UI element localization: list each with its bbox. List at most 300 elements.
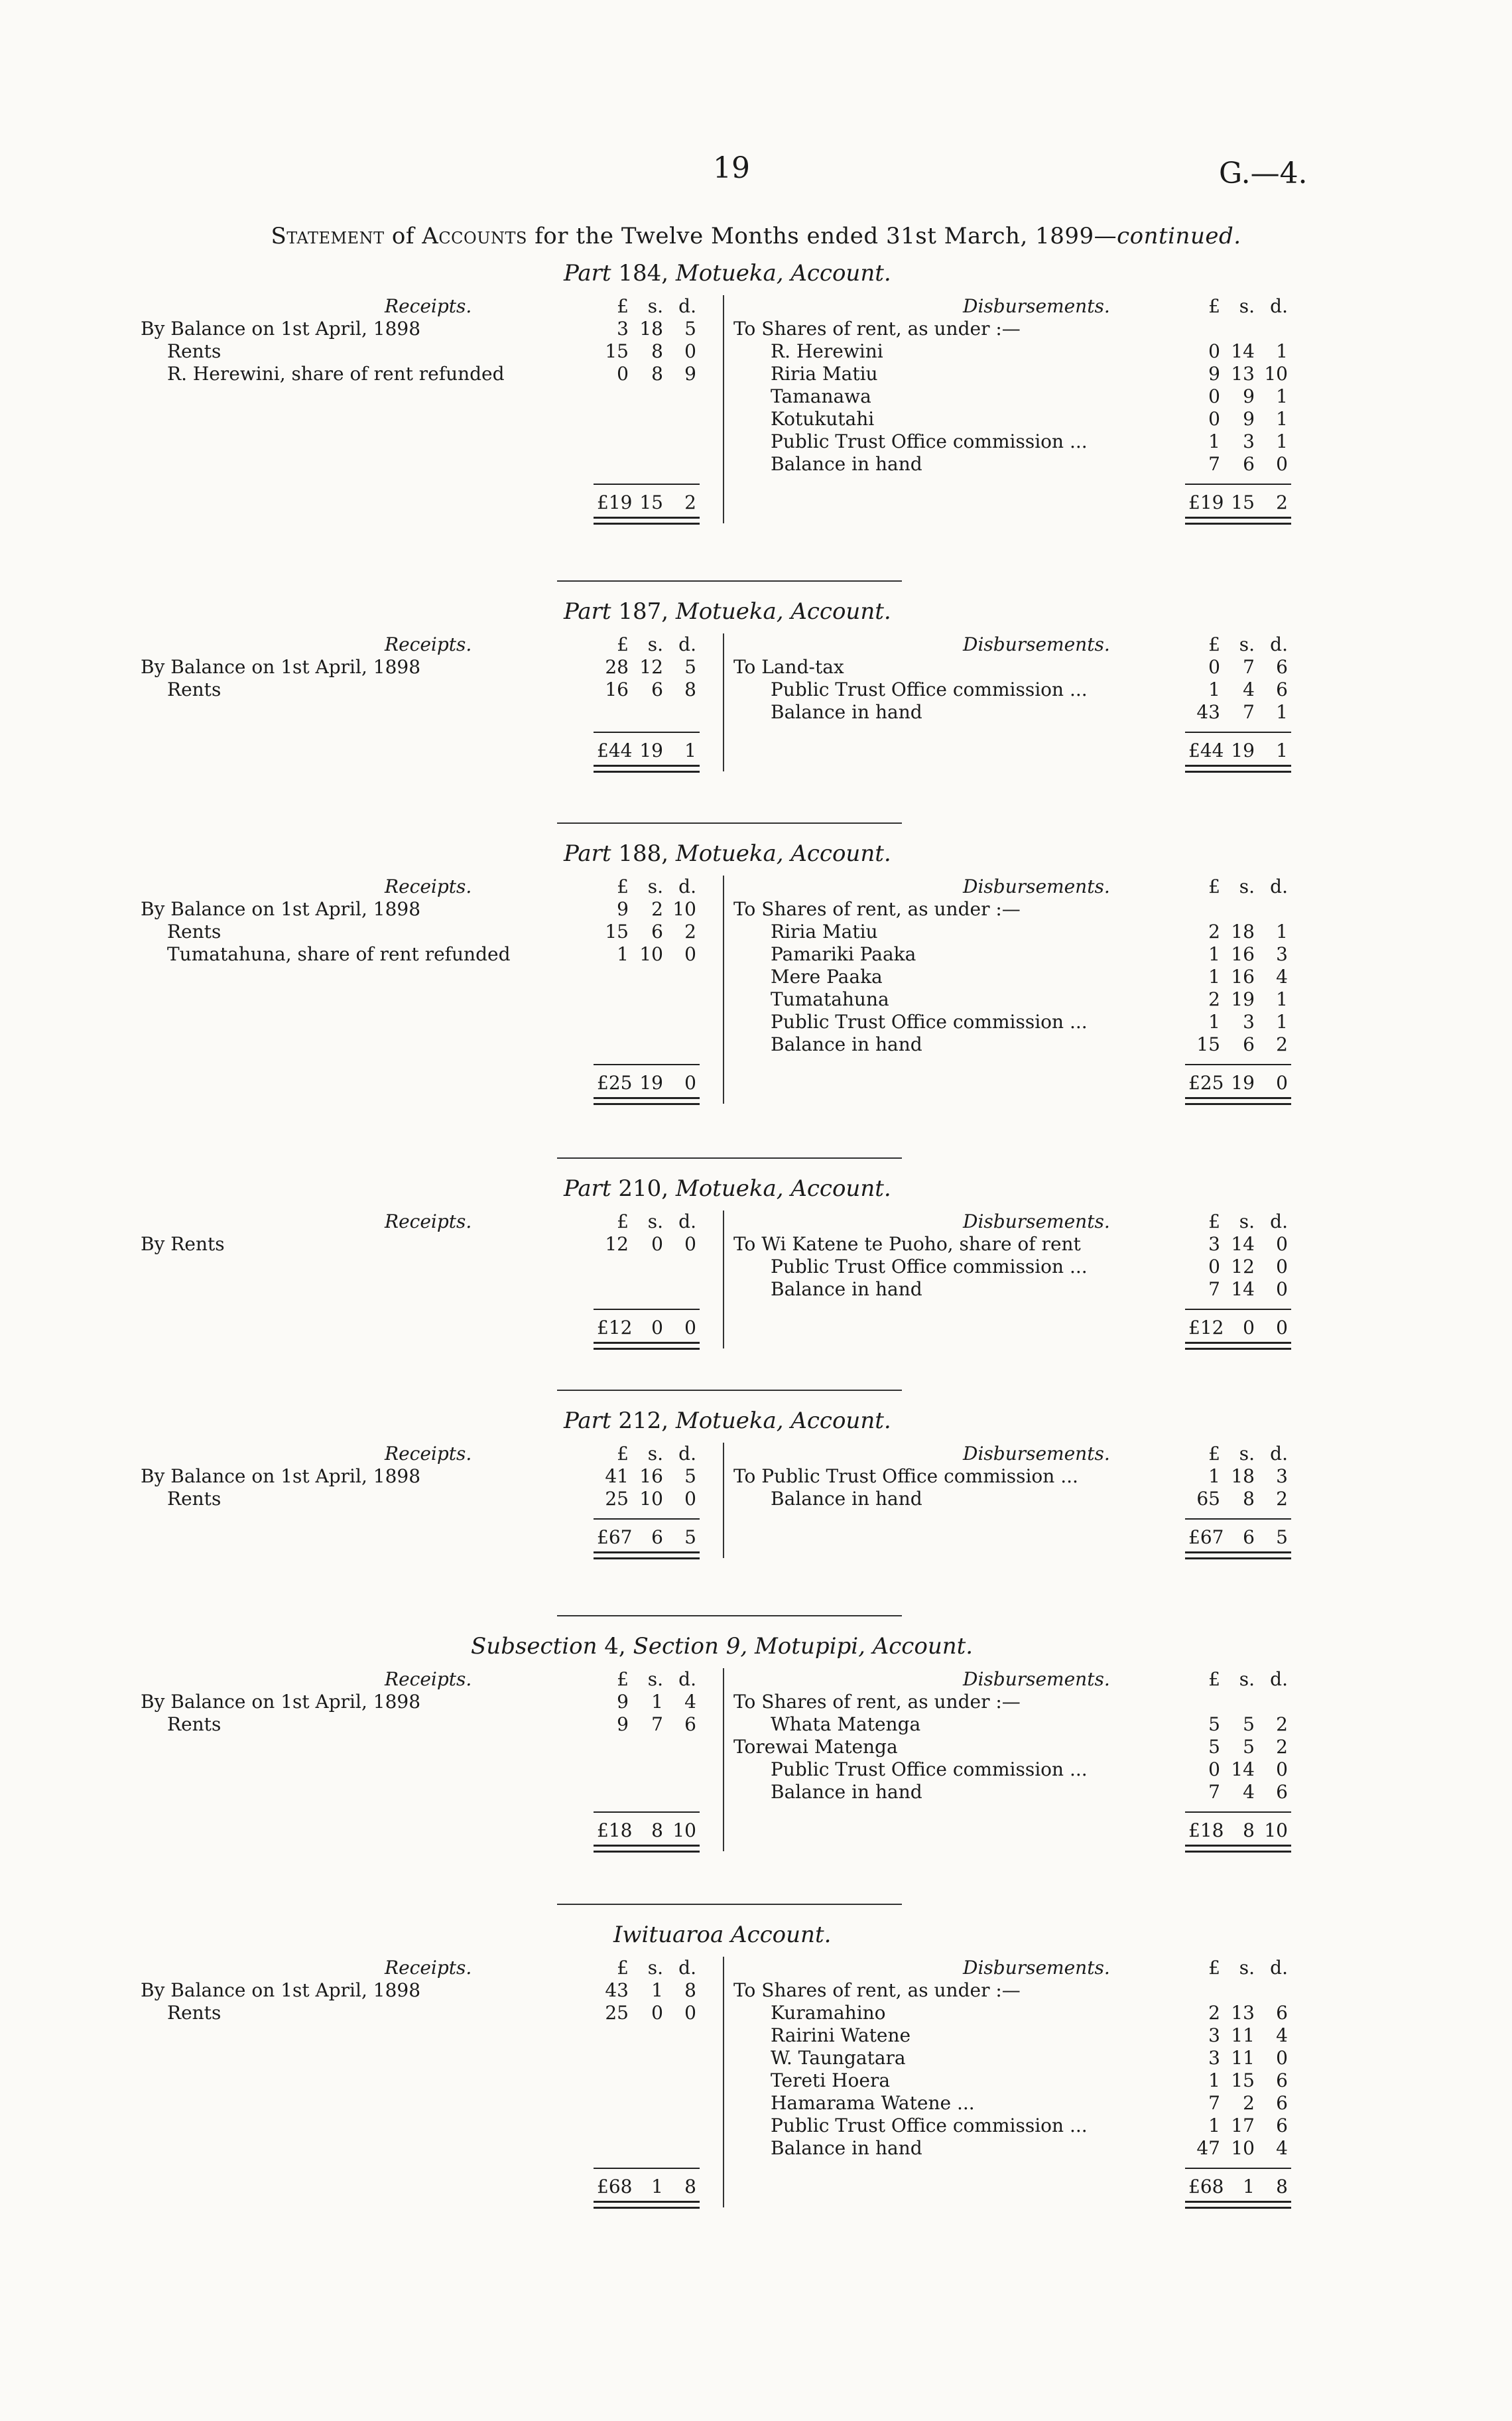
- disbursement-label: Rairini Watene: [771, 2024, 911, 2046]
- disbursement-row: [724, 2047, 1314, 2069]
- receipts-column: [133, 876, 716, 1104]
- account-title-prefix: Part: [564, 260, 611, 287]
- account-title-name: Section 9, Motupipi, Account.: [633, 1633, 974, 1660]
- disbursement-amount: [1188, 2024, 1301, 2047]
- disbursement-pence: 2: [1276, 1713, 1288, 1735]
- receipt-label: R. Herewini, share of rent refunded: [167, 363, 505, 385]
- shillings-heading: s.: [1239, 1957, 1255, 1979]
- shillings-heading: s.: [1239, 1443, 1255, 1465]
- pound-heading: £: [1208, 876, 1220, 897]
- pound-heading: £: [1208, 633, 1220, 655]
- disbursements-heading: Disbursements.: [963, 295, 1110, 317]
- disbursements-total-rule: [1185, 484, 1291, 485]
- pence-heading: d.: [678, 1957, 696, 1979]
- shillings-heading: s.: [647, 295, 663, 317]
- disbursements-currency-header: [1188, 295, 1301, 318]
- shillings-heading: s.: [1239, 1668, 1255, 1690]
- receipts-column: [133, 633, 716, 771]
- receipts-total-pence: 10: [672, 1819, 696, 1841]
- account-title-prefix: Part: [564, 1407, 611, 1434]
- receipts-total-row: [133, 491, 729, 514]
- receipt-shillings: 6: [651, 921, 663, 943]
- receipts-total-rule: [594, 1309, 700, 1310]
- disbursement-pounds: 0: [1208, 1256, 1220, 1277]
- disbursements-total-rule: [1185, 2168, 1291, 2169]
- pence-heading: d.: [678, 1210, 696, 1232]
- disbursement-pence: 2: [1276, 1033, 1288, 1055]
- disbursement-shillings: 5: [1243, 1736, 1255, 1758]
- disbursements-heading: Disbursements.: [963, 1443, 1110, 1465]
- receipts-column: [133, 1668, 716, 1851]
- disbursement-label: Tamanawa: [771, 385, 871, 407]
- receipts-total-pence: 5: [684, 1526, 696, 1548]
- account-title-number: 188,: [618, 840, 669, 867]
- pence-heading: d.: [678, 633, 696, 655]
- disbursements-total-row: [724, 1819, 1321, 1842]
- disbursement-label: Mere Paaka: [771, 966, 883, 988]
- disbursements-heading: Disbursements.: [963, 1210, 1110, 1232]
- receipt-label: Rents: [167, 1488, 221, 1510]
- receipt-amount: [597, 1488, 710, 1510]
- receipts-total-amount: [597, 1072, 710, 1094]
- receipts-double-rule: [594, 1551, 700, 1559]
- disbursements-total-pounds: £25: [1188, 1072, 1224, 1094]
- receipts-total-pounds: £68: [597, 2176, 633, 2197]
- disbursement-pounds: 1: [1208, 430, 1220, 452]
- disbursement-label: To Public Trust Office commission ...: [733, 1465, 1078, 1487]
- receipt-label: Tumatahuna, share of rent refunded: [167, 943, 511, 965]
- receipt-amount: [597, 679, 710, 701]
- disbursements-column: [723, 633, 1314, 771]
- disbursement-amount: [1188, 1465, 1301, 1488]
- receipts-double-rule: [594, 517, 700, 525]
- pence-heading: d.: [1270, 1210, 1288, 1232]
- receipt-shillings: 8: [651, 340, 663, 362]
- disbursements-total-pounds: £18: [1188, 1819, 1224, 1841]
- disbursement-shillings: 7: [1243, 656, 1255, 678]
- disbursement-label: Balance in hand: [771, 2137, 922, 2159]
- disbursements-double-rule: [1185, 1551, 1291, 1559]
- disbursement-pence: 3: [1276, 943, 1288, 965]
- receipts-double-rule: [594, 1342, 700, 1350]
- disbursements-currency-header: [1188, 633, 1301, 656]
- receipt-label: By Balance on 1st April, 1898: [141, 318, 421, 340]
- receipts-header: [133, 1957, 716, 1979]
- disbursement-row: [724, 1278, 1314, 1301]
- receipts-total-row: [133, 1526, 729, 1549]
- shillings-heading: s.: [1239, 295, 1255, 317]
- pence-heading: d.: [1270, 1668, 1288, 1690]
- disbursements-total-amount: [1188, 1072, 1301, 1094]
- receipt-label: By Balance on 1st April, 1898: [141, 1979, 421, 2001]
- disbursement-pounds: 2: [1208, 2002, 1220, 2024]
- disbursement-pence: 1: [1276, 408, 1288, 430]
- disbursement-pounds: 5: [1208, 1713, 1220, 1735]
- pound-heading: £: [1208, 1957, 1220, 1979]
- receipts-header: [133, 295, 716, 318]
- disbursement-shillings: 16: [1231, 943, 1255, 965]
- disbursement-amount: [1188, 1979, 1301, 2002]
- disbursement-pence: 6: [1276, 2069, 1288, 2091]
- account-title-prefix: Part: [564, 598, 611, 625]
- receipt-amount: [597, 898, 710, 921]
- disbursements-total-pence: 10: [1264, 1819, 1288, 1841]
- receipt-row: [133, 1233, 716, 1256]
- disbursements-total-pence: 8: [1276, 2176, 1288, 2197]
- receipts-currency-header: [597, 633, 710, 656]
- shillings-heading: s.: [647, 633, 663, 655]
- disbursement-pounds: 1: [1208, 943, 1220, 965]
- receipts-total-pence: 2: [684, 491, 696, 513]
- receipts-total-pence: 0: [684, 1317, 696, 1339]
- disbursement-row: [724, 1033, 1314, 1056]
- receipts-total-amount: [597, 740, 710, 762]
- pound-heading: £: [617, 1443, 629, 1465]
- disbursement-pounds: 7: [1208, 1781, 1220, 1803]
- receipt-row: [133, 1488, 716, 1510]
- disbursement-row: [724, 898, 1314, 921]
- disbursement-row: [724, 385, 1314, 408]
- receipts-total-pence: 1: [684, 740, 696, 761]
- receipt-label: By Balance on 1st April, 1898: [141, 898, 421, 920]
- receipts-total-rule: [594, 1064, 700, 1065]
- disbursements-total-amount: [1188, 740, 1301, 762]
- disbursement-shillings: 15: [1231, 2069, 1255, 2091]
- disbursement-amount: [1188, 1233, 1301, 1256]
- disbursement-pounds: 9: [1208, 363, 1220, 385]
- disbursement-label: Balance in hand: [771, 1488, 922, 1510]
- disbursement-row: [724, 1488, 1314, 1510]
- disbursements-header: [724, 1210, 1314, 1233]
- receipt-pounds: 43: [605, 1979, 629, 2001]
- disbursement-amount: [1188, 1691, 1301, 1713]
- disbursement-amount: [1188, 2002, 1301, 2024]
- receipt-shillings: 6: [651, 679, 663, 700]
- receipt-label: By Balance on 1st April, 1898: [141, 1691, 421, 1713]
- disbursement-shillings: 13: [1231, 363, 1255, 385]
- disbursement-pence: 6: [1276, 679, 1288, 700]
- receipt-pounds: 15: [605, 340, 629, 362]
- disbursement-pence: 0: [1276, 1233, 1288, 1255]
- disbursement-pounds: 0: [1208, 1758, 1220, 1780]
- disbursement-amount: [1188, 318, 1301, 340]
- pence-heading: d.: [678, 1443, 696, 1465]
- disbursement-row: [724, 453, 1314, 476]
- account-title-name: Motueka, Account.: [675, 260, 891, 287]
- account-title: [471, 1635, 973, 1658]
- disbursement-row: [724, 1465, 1314, 1488]
- pound-heading: £: [617, 1210, 629, 1232]
- pence-heading: d.: [678, 876, 696, 897]
- disbursement-amount: [1188, 1736, 1301, 1758]
- disbursements-total-shillings: 8: [1243, 1819, 1255, 1841]
- receipts-column: [133, 1957, 716, 2207]
- receipts-header: [133, 1210, 716, 1233]
- disbursements-total-rule: [1185, 1309, 1291, 1310]
- disbursement-row: [724, 2069, 1314, 2092]
- disbursement-pounds: 2: [1208, 921, 1220, 943]
- receipt-shillings: 16: [639, 1465, 663, 1487]
- disbursement-pence: 6: [1276, 2092, 1288, 2114]
- disbursements-header: [724, 1668, 1314, 1691]
- disbursement-pence: 1: [1276, 988, 1288, 1010]
- disbursement-amount: [1188, 943, 1301, 966]
- receipts-double-rule: [594, 1097, 700, 1105]
- disbursement-label: Public Trust Office commission ...: [771, 2115, 1088, 2136]
- disbursement-amount: [1188, 1278, 1301, 1301]
- disbursements-double-rule: [1185, 517, 1291, 525]
- disbursement-shillings: 11: [1231, 2047, 1255, 2069]
- disbursement-row: [724, 679, 1314, 701]
- disbursements-total-pounds: £67: [1188, 1526, 1224, 1548]
- receipt-row: [133, 656, 716, 679]
- receipts-currency-header: [597, 876, 710, 898]
- receipts-total-amount: [597, 1317, 710, 1339]
- receipt-amount: [597, 340, 710, 363]
- disbursement-row: [724, 2137, 1314, 2160]
- section-separator: [557, 1157, 902, 1159]
- disbursement-shillings: 12: [1231, 1256, 1255, 1277]
- disbursement-label: R. Herewini: [771, 340, 883, 362]
- disbursement-label: W. Taungatara: [771, 2047, 906, 2069]
- receipt-amount: [597, 943, 710, 966]
- disbursement-shillings: 8: [1243, 1488, 1255, 1510]
- disbursements-double-rule: [1185, 1845, 1291, 1853]
- disbursements-currency-header: [1188, 1668, 1301, 1691]
- pence-heading: d.: [1270, 1443, 1288, 1465]
- disbursement-label: Balance in hand: [771, 1781, 922, 1803]
- disbursement-pence: 2: [1276, 1736, 1288, 1758]
- receipt-label: By Balance on 1st April, 1898: [141, 656, 421, 678]
- account-title-name: Motueka, Account.: [675, 1407, 891, 1434]
- disbursement-label: Public Trust Office commission ...: [771, 1011, 1088, 1033]
- receipt-shillings: 8: [651, 363, 663, 385]
- disbursements-total-row: [724, 740, 1321, 762]
- receipt-pounds: 25: [605, 2002, 629, 2024]
- section-separator: [557, 1904, 902, 1905]
- disbursement-pounds: 0: [1208, 408, 1220, 430]
- disbursements-total-row: [724, 2176, 1321, 2198]
- receipt-pence: 0: [684, 2002, 696, 2024]
- disbursements-total-amount: [1188, 1526, 1301, 1549]
- disbursements-currency-header: [1188, 876, 1301, 898]
- disbursements-total-pounds: £68: [1188, 2176, 1224, 2197]
- receipt-pence: 9: [684, 363, 696, 385]
- receipt-amount: [597, 1691, 710, 1713]
- disbursements-total-row: [724, 1317, 1321, 1339]
- account-title-number: 184,: [618, 260, 669, 287]
- disbursement-pounds: 7: [1208, 1278, 1220, 1300]
- account-title-number: 4,: [604, 1633, 626, 1660]
- receipt-row: [133, 679, 716, 701]
- receipts-total-pounds: £44: [597, 740, 633, 761]
- disbursement-row: [724, 1691, 1314, 1713]
- disbursement-shillings: 6: [1243, 453, 1255, 475]
- receipt-pounds: 28: [605, 656, 629, 678]
- disbursements-total-rule: [1185, 1811, 1291, 1813]
- receipts-total-pounds: £18: [597, 1819, 633, 1841]
- disbursements-total-pence: 0: [1276, 1317, 1288, 1339]
- receipts-total-rule: [594, 732, 700, 733]
- receipt-label: By Rents: [141, 1233, 225, 1255]
- disbursement-label: To Land-tax: [733, 656, 844, 678]
- disbursement-label: Whata Matenga: [771, 1713, 921, 1735]
- receipts-heading: Receipts.: [385, 1957, 472, 1979]
- account-title-number: 210,: [618, 1175, 669, 1202]
- disbursements-header: [724, 633, 1314, 656]
- account-title-name: Motueka, Account.: [675, 1175, 891, 1202]
- receipt-pence: 10: [672, 898, 696, 920]
- disbursement-label: Balance in hand: [771, 1278, 922, 1300]
- disbursements-total-pence: 5: [1276, 1526, 1288, 1548]
- receipt-amount: [597, 1465, 710, 1488]
- disbursements-header: [724, 1957, 1314, 1979]
- disbursement-pounds: 3: [1208, 2047, 1220, 2069]
- page-title: Statement of Accounts for the Twelve Months ended 31st March, 1899—continued.: [271, 223, 1241, 249]
- receipt-amount: [597, 2002, 710, 2024]
- disbursement-pounds: 0: [1208, 656, 1220, 678]
- disbursement-row: [724, 943, 1314, 966]
- disbursement-row: [724, 988, 1314, 1011]
- disbursement-label: To Shares of rent, as under :—: [733, 1979, 1021, 2001]
- disbursement-label: Hamarama Watene ...: [771, 2092, 975, 2114]
- receipt-shillings: 10: [639, 943, 663, 965]
- disbursement-pence: 6: [1276, 2002, 1288, 2024]
- receipts-total-row: [133, 1819, 729, 1842]
- shillings-heading: s.: [647, 876, 663, 897]
- disbursement-pounds: 15: [1196, 1033, 1220, 1055]
- disbursement-shillings: 16: [1231, 966, 1255, 988]
- pence-heading: d.: [678, 1668, 696, 1690]
- receipts-total-shillings: 19: [639, 1072, 663, 1094]
- disbursement-pounds: 1: [1208, 966, 1220, 988]
- disbursement-pounds: 1: [1208, 679, 1220, 700]
- disbursement-shillings: 17: [1231, 2115, 1255, 2136]
- receipt-pence: 8: [684, 1979, 696, 2001]
- disbursements-total-pence: 2: [1276, 491, 1288, 513]
- receipt-pence: 0: [684, 1233, 696, 1255]
- section-separator: [557, 1615, 902, 1616]
- receipts-total-pence: 0: [684, 1072, 696, 1094]
- disbursement-label: Public Trust Office commission ...: [771, 1758, 1088, 1780]
- receipts-total-amount: [597, 2176, 710, 2198]
- disbursement-amount: [1188, 385, 1301, 408]
- shillings-heading: s.: [647, 1668, 663, 1690]
- disbursements-total-shillings: 19: [1231, 740, 1255, 761]
- disbursements-column: [723, 1210, 1314, 1348]
- disbursement-pounds: 2: [1208, 988, 1220, 1010]
- disbursement-pence: 6: [1276, 2115, 1288, 2136]
- disbursement-amount: [1188, 898, 1301, 921]
- disbursement-shillings: 14: [1231, 340, 1255, 362]
- disbursement-pounds: 1: [1208, 1011, 1220, 1033]
- receipt-pounds: 9: [617, 1691, 629, 1713]
- receipts-heading: Receipts.: [385, 1668, 472, 1690]
- disbursement-amount: [1188, 2069, 1301, 2092]
- disbursements-currency-header: [1188, 1957, 1301, 1979]
- disbursement-amount: [1188, 430, 1301, 453]
- receipts-header: [133, 876, 716, 898]
- receipts-currency-header: [597, 1443, 710, 1465]
- receipt-shillings: 12: [639, 656, 663, 678]
- pound-heading: £: [1208, 1443, 1220, 1465]
- disbursements-header: [724, 876, 1314, 898]
- receipts-total-row: [133, 1317, 729, 1339]
- disbursements-double-rule: [1185, 765, 1291, 773]
- disbursements-header: [724, 1443, 1314, 1465]
- disbursement-shillings: 19: [1231, 988, 1255, 1010]
- pence-heading: d.: [678, 295, 696, 317]
- account-title-number: 187,: [618, 598, 669, 625]
- disbursement-pence: 6: [1276, 1781, 1288, 1803]
- pound-heading: £: [617, 633, 629, 655]
- disbursement-shillings: 9: [1243, 385, 1255, 407]
- shillings-heading: s.: [647, 1210, 663, 1232]
- disbursement-shillings: 18: [1231, 921, 1255, 943]
- receipts-column: [133, 295, 716, 523]
- disbursement-amount: [1188, 1713, 1301, 1736]
- receipt-row: [133, 340, 716, 363]
- disbursement-shillings: 6: [1243, 1033, 1255, 1055]
- disbursement-amount: [1188, 921, 1301, 943]
- disbursement-pence: 1: [1276, 340, 1288, 362]
- receipts-total-amount: [597, 1819, 710, 1842]
- disbursement-shillings: 14: [1231, 1233, 1255, 1255]
- disbursements-total-rule: [1185, 732, 1291, 733]
- disbursement-shillings: 18: [1231, 1465, 1255, 1487]
- receipts-currency-header: [597, 1210, 710, 1233]
- receipt-label: Rents: [167, 340, 221, 362]
- shillings-heading: s.: [647, 1443, 663, 1465]
- receipts-currency-header: [597, 1957, 710, 1979]
- disbursement-row: [724, 1713, 1314, 1736]
- receipt-amount: [597, 363, 710, 385]
- account-title: [564, 262, 891, 285]
- receipt-pence: 5: [684, 656, 696, 678]
- disbursements-total-shillings: 0: [1243, 1317, 1255, 1339]
- receipt-amount: [597, 1713, 710, 1736]
- disbursement-shillings: 10: [1231, 2137, 1255, 2159]
- disbursement-label: Public Trust Office commission ...: [771, 679, 1088, 700]
- disbursement-label: Public Trust Office commission ...: [771, 430, 1088, 452]
- receipts-total-rule: [594, 1518, 700, 1520]
- disbursement-amount: [1188, 2137, 1301, 2160]
- receipt-row: [133, 2002, 716, 2024]
- disbursements-total-shillings: 19: [1231, 1072, 1255, 1094]
- receipts-heading: Receipts.: [385, 1443, 472, 1465]
- receipts-heading: Receipts.: [385, 876, 472, 897]
- receipts-total-amount: [597, 491, 710, 514]
- receipt-amount: [597, 1233, 710, 1256]
- receipts-double-rule: [594, 1845, 700, 1853]
- disbursement-shillings: 11: [1231, 2024, 1255, 2046]
- disbursements-total-shillings: 1: [1243, 2176, 1255, 2197]
- disbursements-total-row: [724, 1526, 1321, 1549]
- disbursement-pence: 1: [1276, 385, 1288, 407]
- receipt-pounds: 1: [617, 943, 629, 965]
- receipts-currency-header: [597, 295, 710, 318]
- receipt-shillings: 1: [651, 1979, 663, 2001]
- receipts-total-row: [133, 2176, 729, 2198]
- receipt-row: [133, 363, 716, 385]
- disbursement-shillings: 4: [1243, 679, 1255, 700]
- disbursement-pence: 0: [1276, 1256, 1288, 1277]
- disbursement-amount: [1188, 2047, 1301, 2069]
- disbursement-row: [724, 656, 1314, 679]
- receipt-pounds: 25: [605, 1488, 629, 1510]
- receipts-total-pounds: £25: [597, 1072, 633, 1094]
- disbursement-row: [724, 966, 1314, 988]
